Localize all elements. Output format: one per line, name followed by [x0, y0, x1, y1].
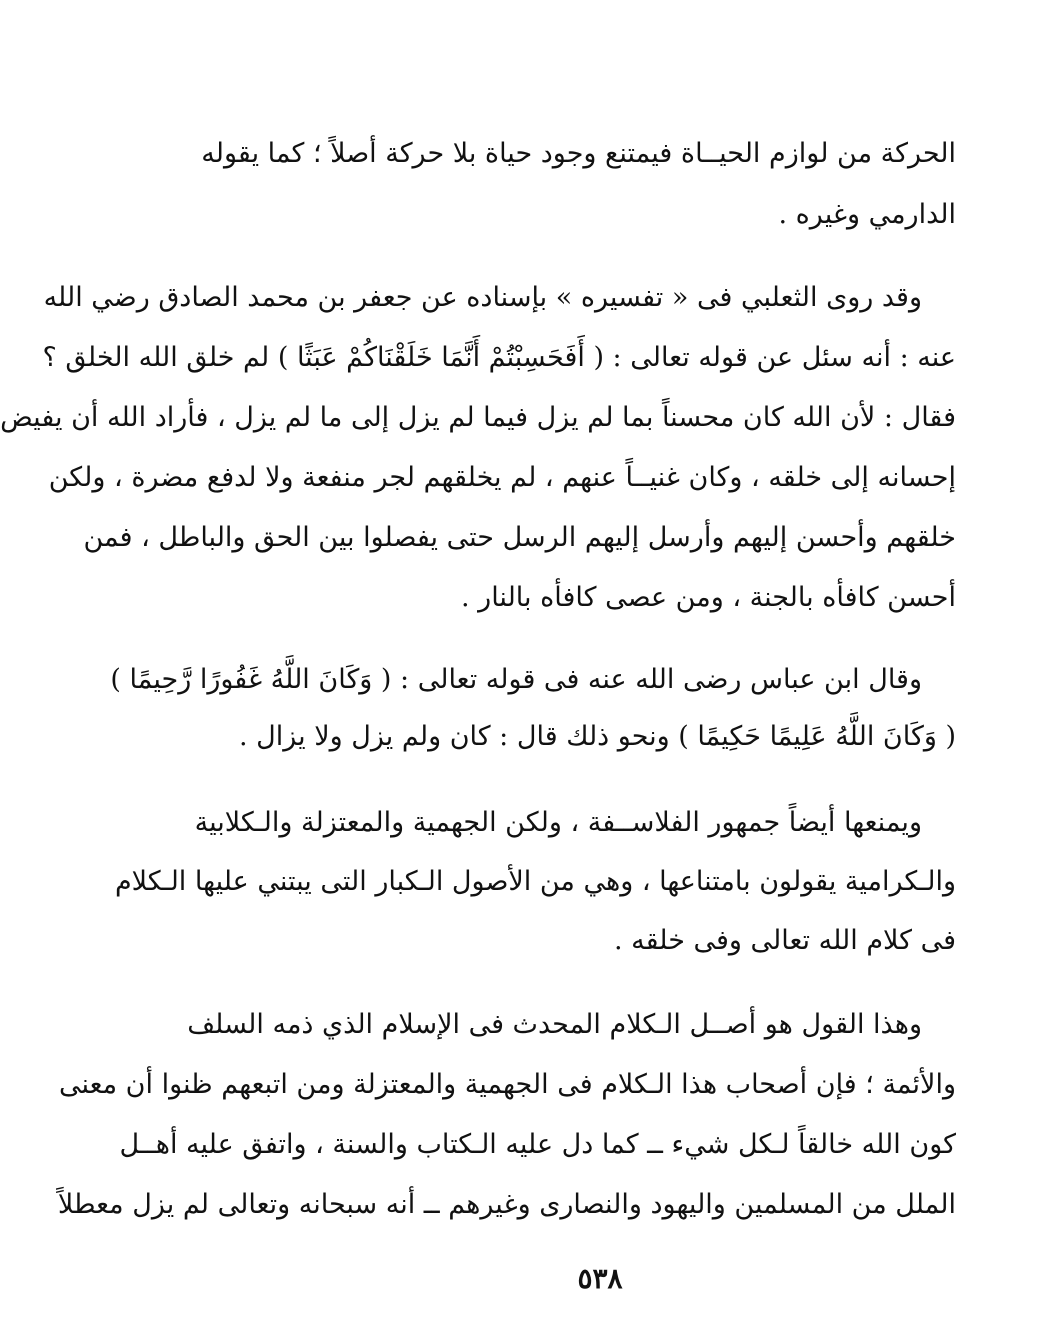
page-number: ٥٣٨ — [577, 1262, 623, 1295]
text-line: ويمنعها أيضاً جمهور الفلاســفة ، ولكن الجهمية والمعتزلة والـكلابية — [194, 807, 922, 838]
text-line: والأئمة ؛ فإن أصحاب هذا الـكلام فى الجهمية والمعتزلة ومن اتبعهم ظنوا أن معنى — [58, 1069, 956, 1100]
text-line: والـكرامية يقولون بامتناعها ، وهي من الأصول الـكبار التى يبتني عليها الـكلام — [114, 866, 956, 897]
text-line: وهذا القول هو أصــل الـكلام المحدث فى الإسلام الذي ذمه السلف — [187, 1009, 922, 1040]
text-line: الحركة من لوازم الحيــاة فيمتنع وجود حياة بلا حركة أصلاً ؛ كما يقوله — [201, 138, 956, 169]
text-line: وقال ابن عباس رضى الله عنه فى قوله تعالى : ( وَكَانَ اللَّهُ غَفُورًا رَّحِيمًا ) — [110, 664, 922, 695]
text-line: فقال : لأن الله كان محسناً بما لم يزل فيما لم يزل إلى ما لم يزل ، فأراد الله أن يفيض — [0, 402, 956, 433]
text-line: عنه : أنه سئل عن قوله تعالى : ( أَفَحَسِبْتُمْ أَنَّمَا خَلَقْنَاكُمْ عَبَثًا ) لم خلق الله الخلق ؟ — [42, 342, 956, 373]
text-line: الدارمي وغيره . — [778, 199, 956, 230]
text-line: إحسانه إلى خلقه ، وكان غنيــاً عنهم ، لم يخلقهم لجر منفعة ولا لدفع مضرة ، ولكن — [48, 462, 956, 493]
text-line: خلقهم وأحسن إليهم وأرسل إليهم الرسل حتى يفصلوا بين الحق والباطل ، فمن — [83, 522, 956, 553]
text-line: ( وَكَانَ اللَّهُ عَلِيمًا حَكِيمًا ) ونحو ذلك قال : كان ولم يزل ولا يزال . — [238, 721, 956, 752]
text-line: وقد روى الثعلبي فى « تفسيره » بإسناده عن جعفر بن محمد الصادق رضي الله — [43, 282, 922, 313]
text-line: أحسن كافأه بالجنة ، ومن عصى كافأه بالنار . — [461, 582, 956, 613]
text-line: كون الله خالقاً لـكل شيء ــ كما دل عليه الـكتاب والسنة ، واتفق عليه أهــل — [119, 1129, 956, 1160]
text-line: فى كلام الله تعالى وفى خلقه . — [613, 925, 956, 956]
text-line: الملل من المسلمين واليهود والنصارى وغيرهم ــ أنه سبحانه وتعالى لم يزل معطلاً — [57, 1189, 956, 1220]
